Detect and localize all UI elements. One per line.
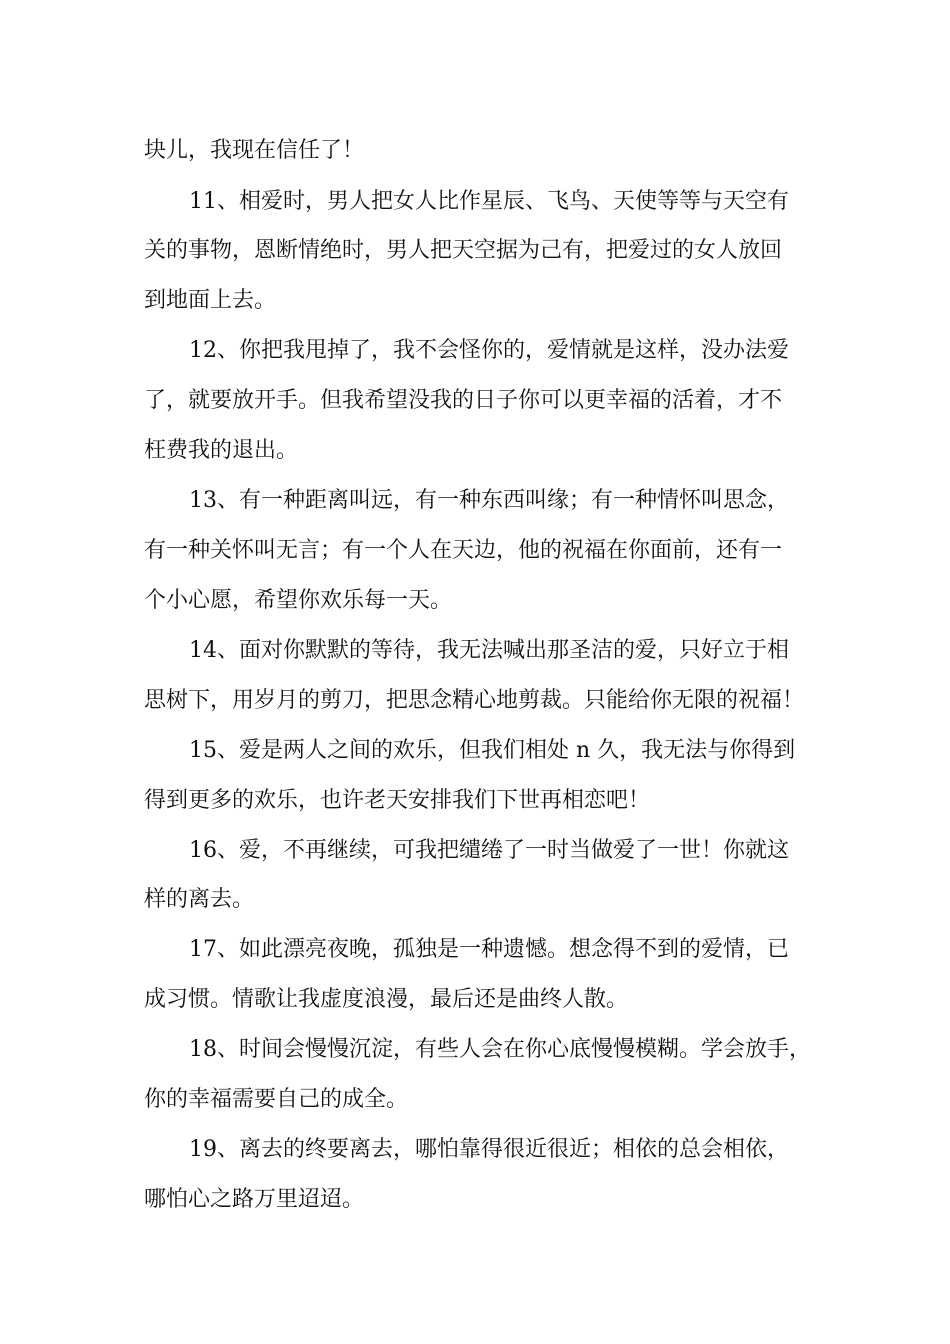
text-line: 关的事物，恩断情绝时，男人把天空据为己有，把爱过的女人放回 — [144, 238, 783, 263]
text-line: 你的幸福需要自己的成全。 — [144, 1087, 409, 1112]
text-line: 12、你把我甩掉了，我不会怪你的，爱情就是这样，没办法爱 — [189, 338, 789, 363]
text-line: 13、有一种距离叫远，有一种东西叫缘；有一种情怀叫思念， — [189, 488, 789, 513]
text-line: 枉费我的退出。 — [144, 438, 299, 463]
text-line: 思树下，用岁月的剪刀，把思念精心地剪裁。只能给你无限的祝福！ — [144, 688, 805, 713]
text-line: 15、爱是两人之间的欢乐，但我们相处 n 久，我无法与你得到 — [189, 738, 796, 763]
text-line: 个小心愿，希望你欢乐每一天。 — [144, 588, 453, 613]
text-line: 得到更多的欢乐，也许老天安排我们下世再相恋吧！ — [144, 788, 651, 813]
text-line: 14、面对你默默的等待，我无法喊出那圣洁的爱，只好立于相 — [189, 638, 789, 663]
text-line: 成习惯。情歌让我虚度浪漫，最后还是曲终人散。 — [144, 987, 629, 1012]
text-line: 有一种关怀叫无言；有一个人在天边，他的祝福在你面前，还有一 — [144, 538, 783, 563]
text-line: 了，就要放开手。但我希望没我的日子你可以更幸福的活着，才不 — [144, 388, 783, 413]
text-line: 19、离去的终要离去，哪怕靠得很近很近；相依的总会相依， — [189, 1137, 789, 1162]
text-line: 块儿，我现在信任了！ — [144, 138, 365, 163]
text-line: 18、时间会慢慢沉淀，有些人会在你心底慢慢模糊。学会放手， — [189, 1037, 811, 1062]
text-line: 到地面上去。 — [144, 288, 277, 313]
text-line: 16、爱，不再继续，可我把缱绻了一时当做爱了一世！你就这 — [189, 838, 789, 863]
text-line: 样的离去。 — [144, 887, 255, 912]
text-line: 哪怕心之路万里迢迢。 — [144, 1187, 365, 1212]
text-line: 17、如此漂亮夜晚，孤独是一种遗憾。想念得不到的爱情，已 — [189, 937, 789, 962]
text-line: 11、相爱时，男人把女人比作星辰、飞鸟、天使等等与天空有 — [189, 189, 789, 214]
